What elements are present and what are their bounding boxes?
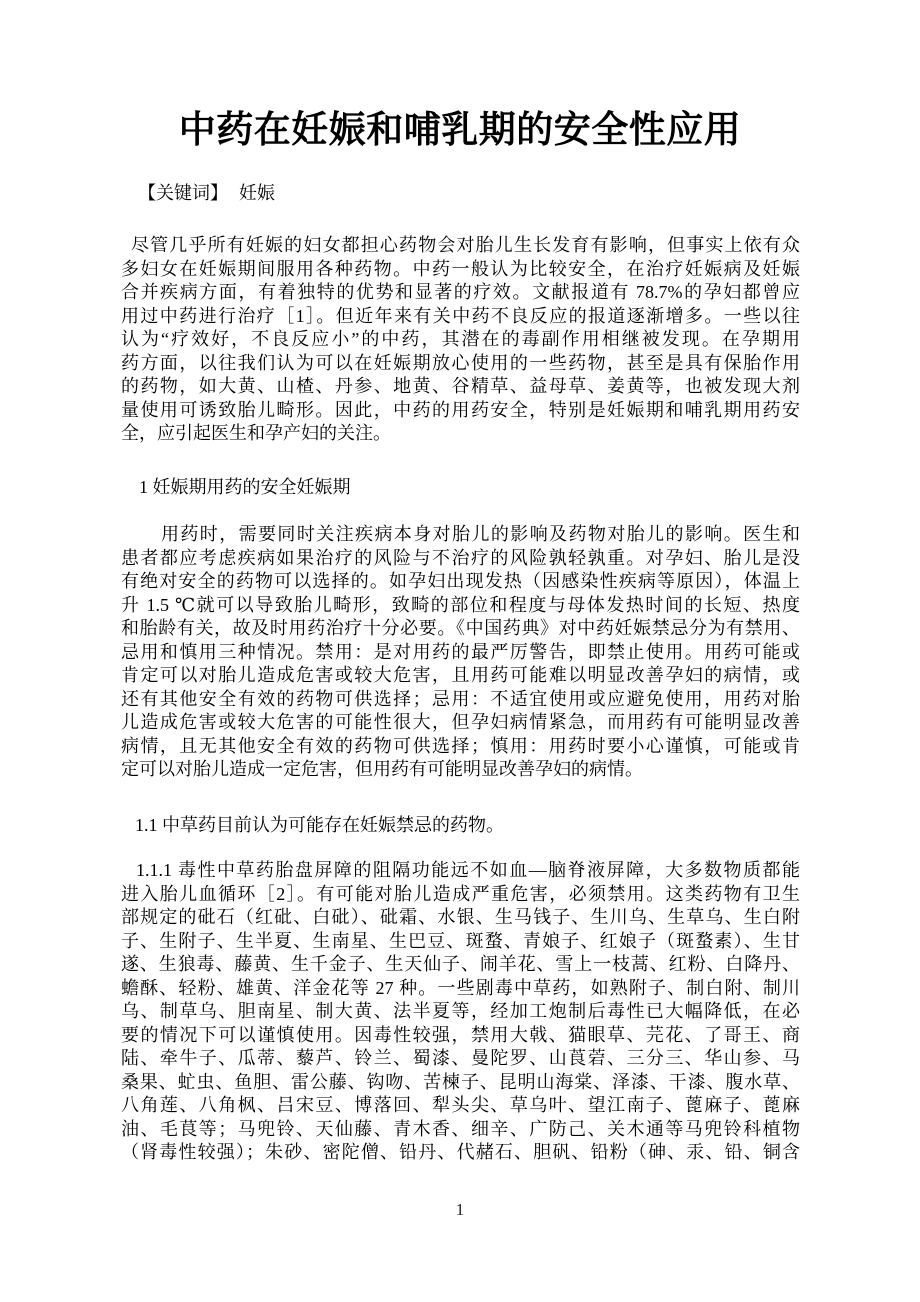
text-line: 用药时，需要同时关注疾病本身对胎儿的影响及药物对胎儿的影响。医生和 bbox=[161, 524, 800, 544]
paragraph-section-1-1-1 bbox=[121, 859, 800, 1165]
text-line: 蟾酥、轻粉、雄黄、洋金花等 27 种。一些剧毒中草药，如熟附子、制白附、制川 bbox=[121, 977, 800, 998]
paragraph-section-1 bbox=[121, 523, 800, 782]
text-line: 用过中药进行治疗［1］。但近年来有关中药不良反应的报道逐渐增多。一些以往 bbox=[121, 305, 800, 326]
text-line: 患者都应考虑疾病如果治疗的风险与不治疗的风险孰轻孰重。对孕妇、胎儿是没 bbox=[121, 547, 800, 568]
keywords-label: 【关键词】 bbox=[138, 183, 228, 203]
section-heading-1-1: 1.1 中草药目前认为可能存在妊娠禁忌的药物。 bbox=[135, 815, 504, 835]
text-line: 的药物，如大黄、山楂、丹参、地黄、谷精草、益母草、姜黄等，也被发现大剂 bbox=[121, 376, 800, 396]
text-line: 认为“疗效好，不良反应小”的中药，其潜在的毒副作用相继被发现。在孕期用 bbox=[121, 329, 800, 349]
text-line: 遂、生狼毒、藤黄、生千金子、生天仙子、闹羊花、雪上一枝蒿、红粉、白降丹、 bbox=[121, 954, 800, 974]
text-line: 还有其他安全有效的药物可供选择；忌用：不适宜使用或应避免使用，用药对胎 bbox=[121, 688, 800, 709]
text-line: 全，应引起医生和孕产妇的关注。 bbox=[121, 423, 391, 443]
section-heading-1: 1 妊娠期用药的安全妊娠期 bbox=[139, 477, 351, 497]
text-line: 多妇女在妊娠期间服用各种药物。中药一般认为比较安全，在治疗妊娠病及妊娠 bbox=[121, 258, 800, 279]
text-line: 肯定可以对胎儿造成危害或较大危害，且用药可能难以明显改善孕妇的病情，或 bbox=[121, 665, 800, 685]
page-number: 1 bbox=[455, 1200, 465, 1219]
text-line: 合并疾病方面，有着独特的优势和显著的疗效。文献报道有 78.7%的孕妇都曾应 bbox=[121, 282, 800, 302]
text-line: 儿造成危害或较大危害的可能性很大，但孕妇病情紧急，而用药有可能明显改善 bbox=[121, 712, 800, 732]
keywords-value: 妊娠 bbox=[239, 183, 275, 203]
text-line: 陆、牵牛子、瓜蒂、藜芦、铃兰、蜀漆、曼陀罗、山莨菪、三分三、华山参、马 bbox=[121, 1048, 800, 1068]
text-line: 进入胎儿血循环［2］。有可能对胎儿造成严重危害，必须禁用。这类药物有卫生 bbox=[121, 883, 800, 904]
text-line: 升 1.5 ℃就可以导致胎儿畸形，致畸的部位和程度与母体发热时间的长短、热度 bbox=[121, 594, 800, 615]
text-line: 药方面，以往我们认为可以在妊娠期放心使用的一些药物，甚至是具有保胎作用 bbox=[121, 352, 800, 373]
text-line: （肾毒性较强）；朱砂、密陀僧、铅丹、代赭石、胆矾、铅粉（砷、汞、铅、铜含 bbox=[121, 1142, 800, 1162]
text-line: 病情，且无其他安全有效的药物可供选择；慎用：用药时要小心谨慎，可能或肯 bbox=[121, 735, 800, 756]
text-line: 量使用可诱致胎儿畸形。因此，中药的用药安全，特别是妊娠期和哺乳期用药安 bbox=[121, 399, 800, 420]
text-line: 尽管几乎所有妊娠的妇女都担心药物会对胎儿生长发育有影响，但事实上依有众 bbox=[131, 235, 800, 255]
keywords-line bbox=[121, 181, 800, 205]
text-line: 油、毛茛等；马兜铃、天仙藤、青木香、细辛、广防己、关木通等马兜铃科植物 bbox=[121, 1118, 800, 1139]
paragraph-intro bbox=[121, 234, 800, 446]
document-title: 中药在妊娠和哺乳期的安全性应用 bbox=[178, 109, 742, 150]
text-line: 八角莲、八角枫、吕宋豆、博落回、犁头尖、草乌叶、望江南子、蓖麻子、蓖麻 bbox=[121, 1095, 800, 1115]
text-line: 有绝对安全的药物可以选择的。如孕妇出现发热（因感染性疾病等原因），体温上 bbox=[121, 571, 800, 591]
text-line: 忌用和慎用三种情况。禁用：是对用药的最严厉警告，即禁止使用。用药可能或 bbox=[121, 641, 800, 662]
text-line: 桑果、虻虫、鱼胆、雷公藤、钩吻、苦楝子、昆明山海棠、泽漆、干漆、腹水草、 bbox=[121, 1071, 800, 1092]
text-line: 1.1.1 毒性中草药胎盘屏障的阻隔功能远不如血—脑脊液屏障，大多数物质都能 bbox=[136, 860, 800, 880]
text-line: 要的情况下可以谨慎使用。因毒性较强，禁用大戟、猫眼草、芫花、了哥王、商 bbox=[121, 1024, 800, 1045]
text-line: 乌、制草乌、胆南星、制大黄、法半夏等，经加工炮制后毒性已大幅降低，在必 bbox=[121, 1001, 800, 1021]
text-line: 定可以对胎儿造成一定危害，但用药有可能明显改善孕妇的病情。 bbox=[121, 759, 643, 779]
text-line: 部规定的砒石（红砒、白砒）、砒霜、水银、生马钱子、生川乌、生草乌、生白附 bbox=[121, 907, 800, 927]
text-line: 子、生附子、生半夏、生南星、生巴豆、斑蝥、青娘子、红娘子（斑蝥素）、生甘 bbox=[121, 930, 800, 951]
text-line: 和胎龄有关，故及时用药治疗十分必要。《中国药典》对中药妊娠禁忌分为有禁用、 bbox=[121, 618, 800, 638]
